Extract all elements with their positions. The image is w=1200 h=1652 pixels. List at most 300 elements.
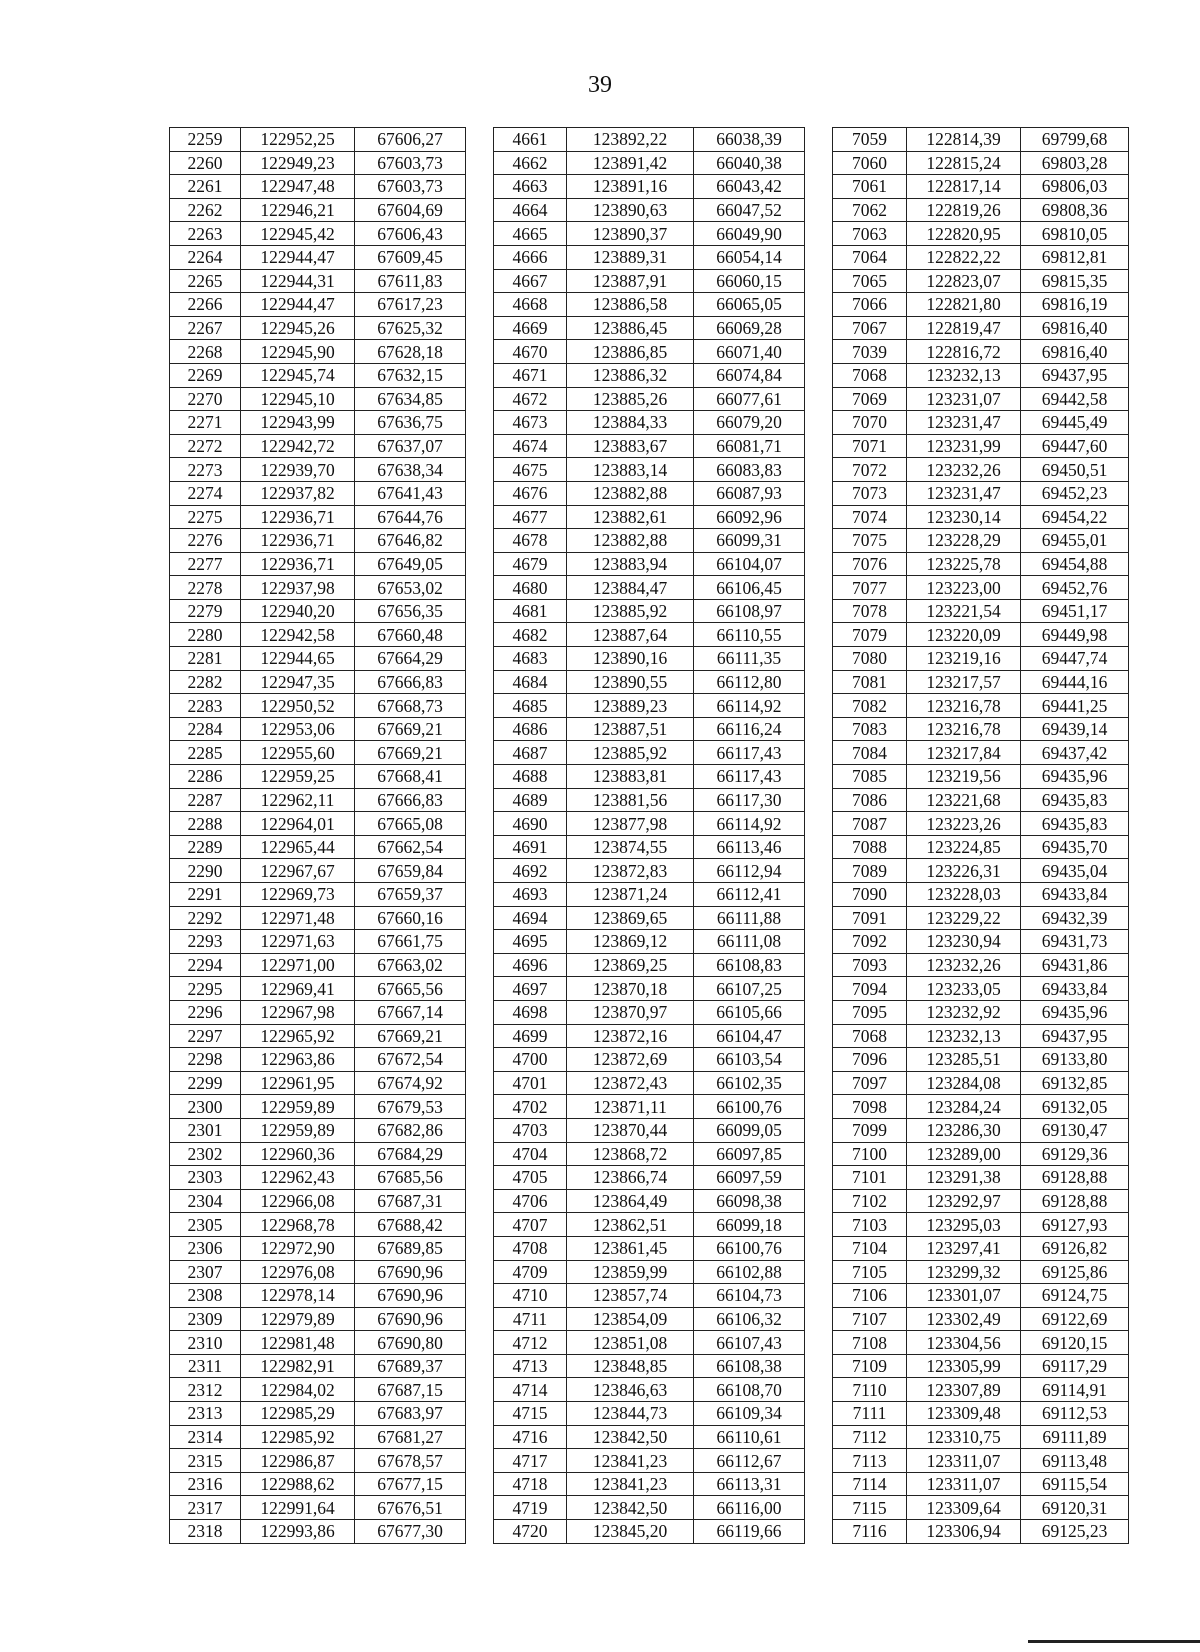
table-row: [170, 1472, 1129, 1496]
column-group-separator: [805, 1260, 833, 1284]
column-group-separator: [805, 906, 833, 930]
left-point-number: 2311: [170, 1354, 241, 1378]
left-y-coordinate: 67679,53: [355, 1095, 466, 1119]
middle-y-coordinate: 66040,38: [694, 151, 805, 175]
left-y-coordinate: 67638,34: [355, 458, 466, 482]
left-point-number: 2303: [170, 1166, 241, 1190]
right-point-number: 7072: [833, 458, 907, 482]
right-x-coordinate: 123286,30: [907, 1118, 1021, 1142]
table-row: [170, 1402, 1129, 1426]
middle-x-coordinate: 123851,08: [567, 1331, 694, 1355]
table-row: [170, 1095, 1129, 1119]
left-y-coordinate: 67687,31: [355, 1189, 466, 1213]
table-row: [170, 1000, 1129, 1024]
table-row: [170, 1166, 1129, 1190]
right-y-coordinate: 69437,42: [1021, 741, 1129, 765]
left-y-coordinate: 67690,96: [355, 1284, 466, 1308]
left-point-number: 2299: [170, 1071, 241, 1095]
table-row: [170, 552, 1129, 576]
middle-y-coordinate: 66060,15: [694, 269, 805, 293]
left-point-number: 2318: [170, 1520, 241, 1544]
table-row: [170, 670, 1129, 694]
middle-y-coordinate: 66112,80: [694, 670, 805, 694]
left-point-number: 2263: [170, 222, 241, 246]
right-x-coordinate: 123232,92: [907, 1000, 1021, 1024]
left-x-coordinate: 122982,91: [241, 1354, 355, 1378]
right-x-coordinate: 123230,14: [907, 505, 1021, 529]
table-row: [170, 623, 1129, 647]
right-point-number: 7107: [833, 1307, 907, 1331]
left-y-coordinate: 67660,48: [355, 623, 466, 647]
footer-rule: [1028, 1640, 1200, 1643]
middle-y-coordinate: 66112,41: [694, 883, 805, 907]
middle-x-coordinate: 123885,92: [567, 599, 694, 623]
middle-point-number: 4715: [494, 1402, 567, 1426]
column-group-separator: [466, 930, 494, 954]
left-y-coordinate: 67604,69: [355, 198, 466, 222]
right-x-coordinate: 123309,64: [907, 1496, 1021, 1520]
left-point-number: 2265: [170, 269, 241, 293]
middle-x-coordinate: 123890,55: [567, 670, 694, 694]
middle-point-number: 4669: [494, 316, 567, 340]
left-point-number: 2272: [170, 434, 241, 458]
column-group-separator: [466, 1118, 494, 1142]
middle-x-coordinate: 123845,20: [567, 1520, 694, 1544]
middle-x-coordinate: 123890,16: [567, 647, 694, 671]
column-group-separator: [466, 694, 494, 718]
column-group-separator: [805, 1024, 833, 1048]
column-group-separator: [466, 788, 494, 812]
column-group-separator: [466, 1071, 494, 1095]
table-row: [170, 340, 1129, 364]
middle-y-coordinate: 66114,92: [694, 812, 805, 836]
right-x-coordinate: 123228,03: [907, 883, 1021, 907]
column-group-separator: [805, 1472, 833, 1496]
middle-x-coordinate: 123890,37: [567, 222, 694, 246]
right-point-number: 7067: [833, 316, 907, 340]
right-y-coordinate: 69120,15: [1021, 1331, 1129, 1355]
left-x-coordinate: 122946,21: [241, 198, 355, 222]
column-group-separator: [805, 599, 833, 623]
column-group-separator: [466, 1449, 494, 1473]
middle-y-coordinate: 66049,90: [694, 222, 805, 246]
left-x-coordinate: 122960,36: [241, 1142, 355, 1166]
left-y-coordinate: 67603,73: [355, 175, 466, 199]
middle-y-coordinate: 66117,30: [694, 788, 805, 812]
middle-x-coordinate: 123871,24: [567, 883, 694, 907]
table-row: [170, 1307, 1129, 1331]
column-group-separator: [466, 1472, 494, 1496]
middle-point-number: 4718: [494, 1472, 567, 1496]
right-y-coordinate: 69113,48: [1021, 1449, 1129, 1473]
middle-x-coordinate: 123869,25: [567, 953, 694, 977]
left-x-coordinate: 122971,48: [241, 906, 355, 930]
right-x-coordinate: 122823,07: [907, 269, 1021, 293]
left-x-coordinate: 122945,90: [241, 340, 355, 364]
middle-point-number: 4708: [494, 1236, 567, 1260]
right-point-number: 7070: [833, 411, 907, 435]
middle-point-number: 4720: [494, 1520, 567, 1544]
right-x-coordinate: 123232,13: [907, 1024, 1021, 1048]
right-point-number: 7114: [833, 1472, 907, 1496]
middle-x-coordinate: 123870,18: [567, 977, 694, 1001]
middle-y-coordinate: 66087,93: [694, 481, 805, 505]
left-x-coordinate: 122969,73: [241, 883, 355, 907]
left-x-coordinate: 122985,92: [241, 1425, 355, 1449]
middle-x-coordinate: 123891,16: [567, 175, 694, 199]
right-point-number: 7085: [833, 765, 907, 789]
column-group-separator: [805, 1118, 833, 1142]
middle-x-coordinate: 123871,11: [567, 1095, 694, 1119]
middle-y-coordinate: 66083,83: [694, 458, 805, 482]
left-point-number: 2282: [170, 670, 241, 694]
right-x-coordinate: 123306,94: [907, 1520, 1021, 1544]
column-group-separator: [805, 1425, 833, 1449]
column-group-separator: [805, 1000, 833, 1024]
right-y-coordinate: 69433,84: [1021, 883, 1129, 907]
column-group-separator: [466, 481, 494, 505]
right-y-coordinate: 69439,14: [1021, 717, 1129, 741]
middle-point-number: 4681: [494, 599, 567, 623]
right-point-number: 7096: [833, 1048, 907, 1072]
column-group-separator: [805, 1449, 833, 1473]
table-row: [170, 1520, 1129, 1544]
right-point-number: 7064: [833, 245, 907, 269]
right-x-coordinate: 123226,31: [907, 859, 1021, 883]
middle-x-coordinate: 123886,58: [567, 293, 694, 317]
left-x-coordinate: 122962,43: [241, 1166, 355, 1190]
left-x-coordinate: 122962,11: [241, 788, 355, 812]
table-row: [170, 1048, 1129, 1072]
column-group-separator: [805, 1284, 833, 1308]
left-x-coordinate: 122944,47: [241, 245, 355, 269]
right-point-number: 7059: [833, 128, 907, 152]
left-point-number: 2309: [170, 1307, 241, 1331]
right-x-coordinate: 123217,84: [907, 741, 1021, 765]
middle-point-number: 4700: [494, 1048, 567, 1072]
middle-point-number: 4716: [494, 1425, 567, 1449]
middle-x-coordinate: 123854,09: [567, 1307, 694, 1331]
middle-point-number: 4682: [494, 623, 567, 647]
right-y-coordinate: 69112,53: [1021, 1402, 1129, 1426]
right-point-number: 7073: [833, 481, 907, 505]
left-x-coordinate: 122942,72: [241, 434, 355, 458]
middle-x-coordinate: 123872,83: [567, 859, 694, 883]
middle-y-coordinate: 66065,05: [694, 293, 805, 317]
middle-point-number: 4702: [494, 1095, 567, 1119]
column-group-separator: [805, 1142, 833, 1166]
middle-x-coordinate: 123883,81: [567, 765, 694, 789]
middle-point-number: 4712: [494, 1331, 567, 1355]
middle-x-coordinate: 123883,94: [567, 552, 694, 576]
left-y-coordinate: 67666,83: [355, 670, 466, 694]
right-x-coordinate: 123301,07: [907, 1284, 1021, 1308]
right-point-number: 7081: [833, 670, 907, 694]
left-point-number: 2277: [170, 552, 241, 576]
left-y-coordinate: 67606,43: [355, 222, 466, 246]
right-x-coordinate: 122821,80: [907, 293, 1021, 317]
right-x-coordinate: 123225,78: [907, 552, 1021, 576]
left-y-coordinate: 67681,27: [355, 1425, 466, 1449]
left-point-number: 2308: [170, 1284, 241, 1308]
right-y-coordinate: 69816,40: [1021, 340, 1129, 364]
left-y-coordinate: 67674,92: [355, 1071, 466, 1095]
middle-x-coordinate: 123889,31: [567, 245, 694, 269]
left-point-number: 2305: [170, 1213, 241, 1237]
right-point-number: 7104: [833, 1236, 907, 1260]
right-x-coordinate: 123221,68: [907, 788, 1021, 812]
middle-point-number: 4713: [494, 1354, 567, 1378]
right-x-coordinate: 123295,03: [907, 1213, 1021, 1237]
right-y-coordinate: 69431,86: [1021, 953, 1129, 977]
left-y-coordinate: 67653,02: [355, 576, 466, 600]
middle-x-coordinate: 123892,22: [567, 128, 694, 152]
column-group-separator: [466, 1425, 494, 1449]
table-row: [170, 694, 1129, 718]
right-x-coordinate: 122822,22: [907, 245, 1021, 269]
left-point-number: 2261: [170, 175, 241, 199]
column-group-separator: [466, 529, 494, 553]
right-point-number: 7060: [833, 151, 907, 175]
middle-point-number: 4687: [494, 741, 567, 765]
middle-point-number: 4661: [494, 128, 567, 152]
column-group-separator: [805, 977, 833, 1001]
right-y-coordinate: 69454,22: [1021, 505, 1129, 529]
left-point-number: 2300: [170, 1095, 241, 1119]
table-row: [170, 835, 1129, 859]
right-point-number: 7097: [833, 1071, 907, 1095]
table-row: [170, 434, 1129, 458]
left-y-coordinate: 67676,51: [355, 1496, 466, 1520]
right-point-number: 7069: [833, 387, 907, 411]
right-point-number: 7089: [833, 859, 907, 883]
left-y-coordinate: 67682,86: [355, 1118, 466, 1142]
column-group-separator: [805, 434, 833, 458]
right-y-coordinate: 69132,85: [1021, 1071, 1129, 1095]
left-y-coordinate: 67656,35: [355, 599, 466, 623]
column-group-separator: [466, 906, 494, 930]
middle-x-coordinate: 123874,55: [567, 835, 694, 859]
column-group-separator: [466, 1331, 494, 1355]
column-group-separator: [805, 1496, 833, 1520]
column-group-separator: [805, 481, 833, 505]
column-group-separator: [466, 1284, 494, 1308]
middle-point-number: 4707: [494, 1213, 567, 1237]
left-y-coordinate: 67641,43: [355, 481, 466, 505]
middle-point-number: 4670: [494, 340, 567, 364]
column-group-separator: [466, 1166, 494, 1190]
middle-y-coordinate: 66104,73: [694, 1284, 805, 1308]
middle-y-coordinate: 66104,47: [694, 1024, 805, 1048]
right-y-coordinate: 69441,25: [1021, 694, 1129, 718]
column-group-separator: [466, 1402, 494, 1426]
column-group-separator: [805, 151, 833, 175]
left-x-coordinate: 122969,41: [241, 977, 355, 1001]
middle-y-coordinate: 66103,54: [694, 1048, 805, 1072]
left-x-coordinate: 122993,86: [241, 1520, 355, 1544]
right-point-number: 7115: [833, 1496, 907, 1520]
table-row: [170, 1236, 1129, 1260]
column-group-separator: [805, 1071, 833, 1095]
right-point-number: 7098: [833, 1095, 907, 1119]
column-group-separator: [466, 552, 494, 576]
middle-point-number: 4709: [494, 1260, 567, 1284]
left-x-coordinate: 122944,31: [241, 269, 355, 293]
left-y-coordinate: 67669,21: [355, 741, 466, 765]
column-group-separator: [466, 1095, 494, 1119]
right-x-coordinate: 122819,47: [907, 316, 1021, 340]
right-point-number: 7068: [833, 363, 907, 387]
middle-point-number: 4698: [494, 1000, 567, 1024]
right-x-coordinate: 122820,95: [907, 222, 1021, 246]
right-x-coordinate: 123223,26: [907, 812, 1021, 836]
middle-x-coordinate: 123882,88: [567, 529, 694, 553]
middle-y-coordinate: 66116,24: [694, 717, 805, 741]
right-y-coordinate: 69437,95: [1021, 363, 1129, 387]
table-row: [170, 128, 1129, 152]
left-x-coordinate: 122936,71: [241, 552, 355, 576]
left-x-coordinate: 122976,08: [241, 1260, 355, 1284]
middle-point-number: 4699: [494, 1024, 567, 1048]
middle-y-coordinate: 66112,67: [694, 1449, 805, 1473]
right-x-coordinate: 123231,47: [907, 481, 1021, 505]
middle-y-coordinate: 66116,00: [694, 1496, 805, 1520]
right-point-number: 7084: [833, 741, 907, 765]
middle-y-coordinate: 66106,45: [694, 576, 805, 600]
table-row: [170, 1284, 1129, 1308]
table-row: [170, 1496, 1129, 1520]
left-point-number: 2316: [170, 1472, 241, 1496]
table-row: [170, 1354, 1129, 1378]
middle-point-number: 4685: [494, 694, 567, 718]
column-group-separator: [805, 623, 833, 647]
left-y-coordinate: 67667,14: [355, 1000, 466, 1024]
middle-point-number: 4668: [494, 293, 567, 317]
column-group-separator: [805, 552, 833, 576]
left-point-number: 2304: [170, 1189, 241, 1213]
right-y-coordinate: 69111,89: [1021, 1425, 1129, 1449]
left-point-number: 2274: [170, 481, 241, 505]
right-point-number: 7090: [833, 883, 907, 907]
middle-point-number: 4684: [494, 670, 567, 694]
column-group-separator: [805, 1378, 833, 1402]
column-group-separator: [805, 128, 833, 152]
left-point-number: 2264: [170, 245, 241, 269]
left-point-number: 2270: [170, 387, 241, 411]
middle-y-coordinate: 66119,66: [694, 1520, 805, 1544]
right-point-number: 7103: [833, 1213, 907, 1237]
table-row: [170, 977, 1129, 1001]
column-group-separator: [466, 977, 494, 1001]
middle-y-coordinate: 66038,39: [694, 128, 805, 152]
table-row: [170, 293, 1129, 317]
table-row: [170, 198, 1129, 222]
table-row: [170, 481, 1129, 505]
column-group-separator: [805, 953, 833, 977]
table-row: [170, 906, 1129, 930]
column-group-separator: [805, 1095, 833, 1119]
middle-y-coordinate: 66106,32: [694, 1307, 805, 1331]
middle-y-coordinate: 66074,84: [694, 363, 805, 387]
column-group-separator: [466, 812, 494, 836]
right-point-number: 7091: [833, 906, 907, 930]
middle-y-coordinate: 66107,43: [694, 1331, 805, 1355]
table-row: [170, 741, 1129, 765]
column-group-separator: [466, 458, 494, 482]
column-group-separator: [466, 1142, 494, 1166]
right-x-coordinate: 123216,78: [907, 717, 1021, 741]
column-group-separator: [805, 812, 833, 836]
middle-point-number: 4675: [494, 458, 567, 482]
middle-y-coordinate: 66114,92: [694, 694, 805, 718]
left-x-coordinate: 122959,89: [241, 1118, 355, 1142]
column-group-separator: [805, 529, 833, 553]
left-y-coordinate: 67678,57: [355, 1449, 466, 1473]
left-x-coordinate: 122945,74: [241, 363, 355, 387]
middle-x-coordinate: 123885,92: [567, 741, 694, 765]
column-group-separator: [466, 1236, 494, 1260]
middle-point-number: 4672: [494, 387, 567, 411]
middle-y-coordinate: 66097,85: [694, 1142, 805, 1166]
left-point-number: 2301: [170, 1118, 241, 1142]
right-point-number: 7077: [833, 576, 907, 600]
right-point-number: 7076: [833, 552, 907, 576]
right-point-number: 7083: [833, 717, 907, 741]
column-group-separator: [466, 883, 494, 907]
column-group-separator: [805, 859, 833, 883]
column-group-separator: [805, 1402, 833, 1426]
left-point-number: 2289: [170, 835, 241, 859]
middle-y-coordinate: 66102,88: [694, 1260, 805, 1284]
middle-point-number: 4690: [494, 812, 567, 836]
column-group-separator: [805, 222, 833, 246]
left-point-number: 2275: [170, 505, 241, 529]
left-x-coordinate: 122949,23: [241, 151, 355, 175]
right-y-coordinate: 69451,17: [1021, 599, 1129, 623]
middle-y-coordinate: 66099,18: [694, 1213, 805, 1237]
right-point-number: 7092: [833, 930, 907, 954]
left-x-coordinate: 122947,48: [241, 175, 355, 199]
left-y-coordinate: 67644,76: [355, 505, 466, 529]
middle-y-coordinate: 66047,52: [694, 198, 805, 222]
middle-x-coordinate: 123881,56: [567, 788, 694, 812]
column-group-separator: [466, 316, 494, 340]
right-point-number: 7100: [833, 1142, 907, 1166]
right-point-number: 7102: [833, 1189, 907, 1213]
table-row: [170, 269, 1129, 293]
right-point-number: 7111: [833, 1402, 907, 1426]
left-point-number: 2295: [170, 977, 241, 1001]
middle-y-coordinate: 66069,28: [694, 316, 805, 340]
left-y-coordinate: 67611,83: [355, 269, 466, 293]
left-y-coordinate: 67665,56: [355, 977, 466, 1001]
middle-point-number: 4691: [494, 835, 567, 859]
middle-y-coordinate: 66111,88: [694, 906, 805, 930]
middle-point-number: 4701: [494, 1071, 567, 1095]
right-point-number: 7094: [833, 977, 907, 1001]
column-group-separator: [805, 883, 833, 907]
right-point-number: 7078: [833, 599, 907, 623]
left-point-number: 2285: [170, 741, 241, 765]
right-point-number: 7110: [833, 1378, 907, 1402]
middle-x-coordinate: 123884,47: [567, 576, 694, 600]
column-group-separator: [805, 269, 833, 293]
table-row: [170, 1118, 1129, 1142]
column-group-separator: [805, 835, 833, 859]
table-row: [170, 1142, 1129, 1166]
left-point-number: 2312: [170, 1378, 241, 1402]
middle-point-number: 4689: [494, 788, 567, 812]
